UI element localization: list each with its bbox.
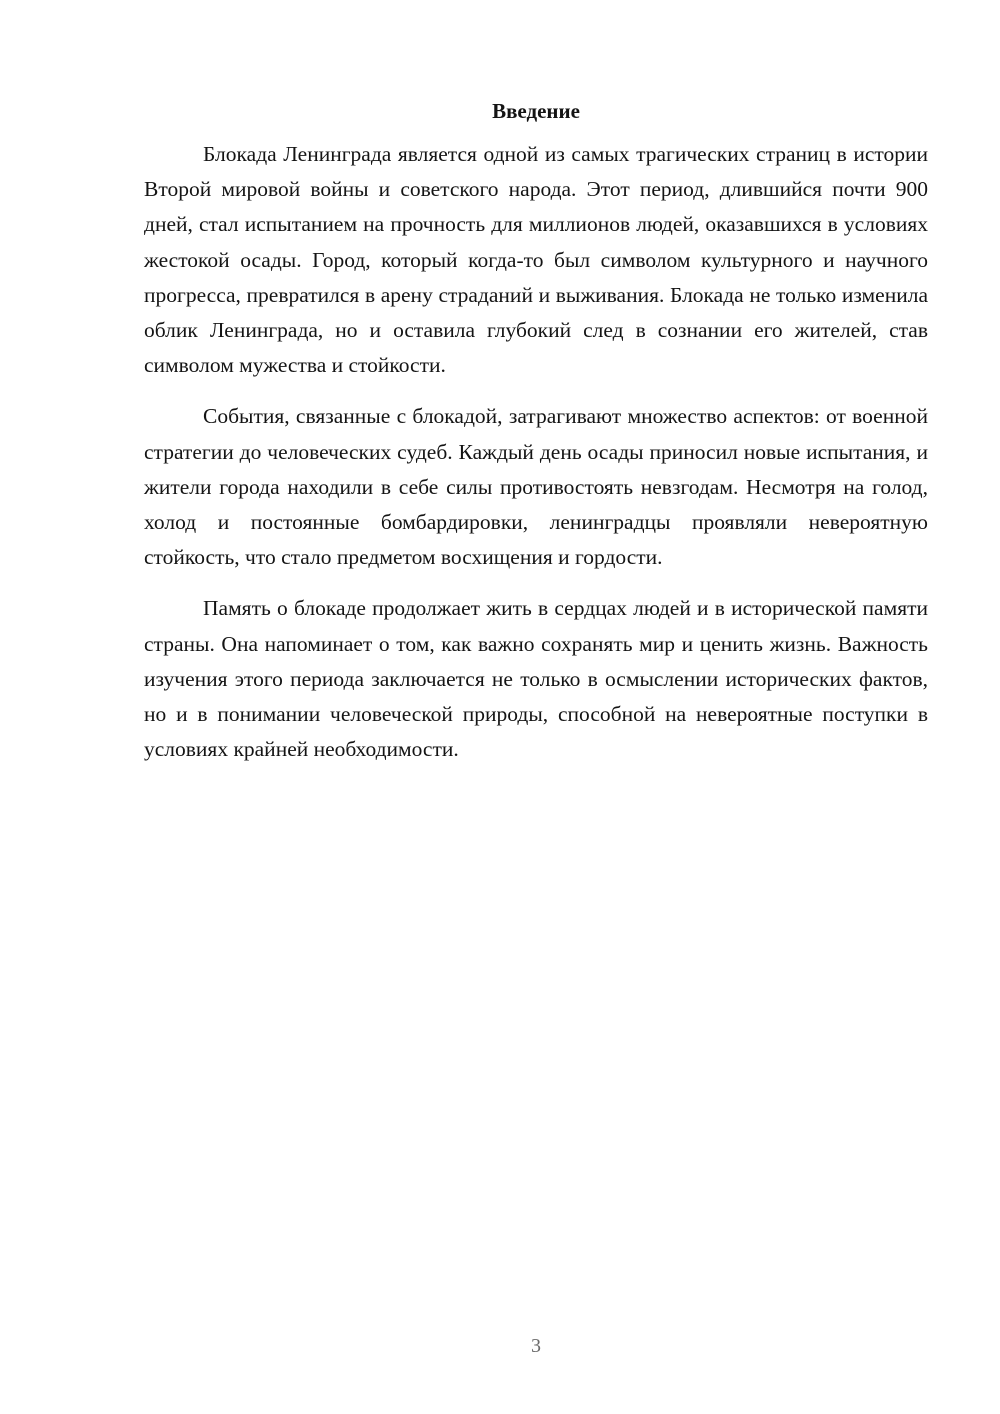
section-heading: Введение	[492, 99, 580, 123]
paragraph-1: Блокада Ленинграда является одной из самых трагических страниц в истории Второй мировой войны и советского народа. Этот период, длившийся почти 900 дней, стал испытанием на прочность для миллионов людей, оказавшихся в условиях жестокой осады. Город, который когда-то был символом культурного и научного прогресса, превратился в арену страданий и выживания. Блокада не только изменила облик Ленинграда, но и оставила глубокий след в сознании его жителей, став символом мужества и стойкости.	[144, 142, 928, 378]
page-number: 3	[531, 1335, 541, 1357]
page-content	[144, 96, 928, 783]
paragraph-3: Память о блокаде продолжает жить в сердцах людей и в исторической памяти страны. Она напоминает о том, как важно сохранять мир и ценить жизнь. Важность изучения этого периода заключается не только в осмыслении исторических фактов, но и в понимании человеческой природы, способной на невероятные поступки в условиях крайней необходимости.	[144, 596, 928, 762]
paragraph-2: События, связанные с блокадой, затрагивают множество аспектов: от военной стратегии до человеческих судеб. Каждый день осады приносил новые испытания, и жители города находили в себе силы противостоять невзгодам. Несмотря на голод, холод и постоянные бомбардировки, ленинградцы проявляли невероятную стойкость, что стало предметом восхищения и гордости.	[144, 404, 928, 570]
